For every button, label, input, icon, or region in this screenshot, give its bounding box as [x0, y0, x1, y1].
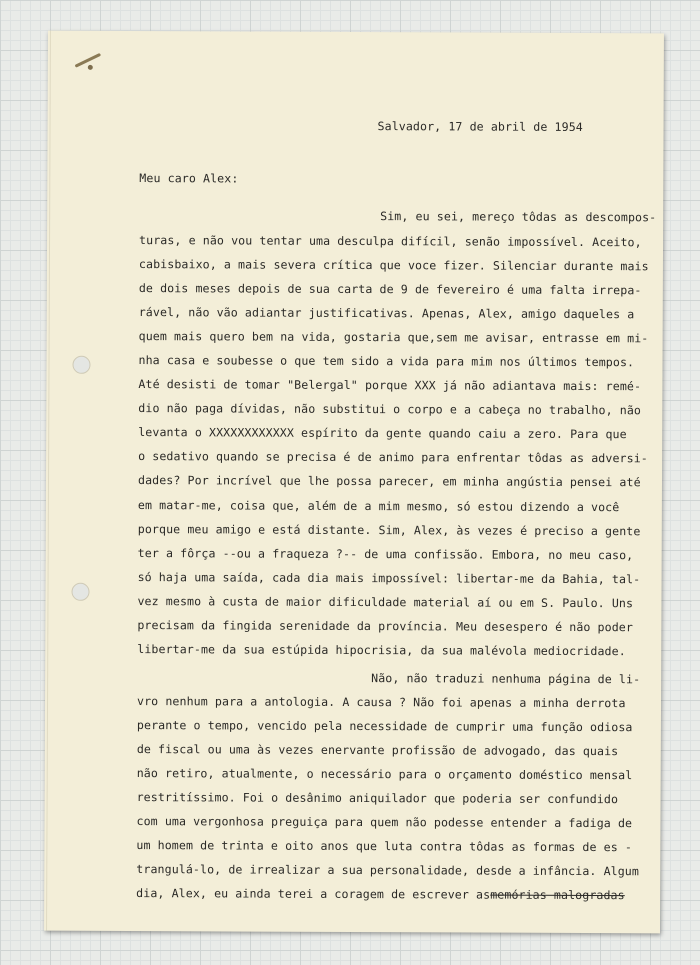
- text-line: o sedativo quando se precisa é de animo para enfrentar tôdas as adversi-: [138, 449, 648, 466]
- text-line: levanta o XXXXXXXXXXXX espírito da gente quando caiu a zero. Para que: [138, 425, 627, 442]
- text-line: não retiro, atualmente, o necessário para o orçamento doméstico mensal: [136, 766, 633, 783]
- text-line: vez mesmo à custa de maior dificuldade material aí ou em S. Paulo. Uns: [137, 594, 634, 611]
- salutation: Meu caro Alex:: [139, 171, 239, 186]
- punch-hole-top: [72, 356, 90, 374]
- text-line: vro nenhum para a antologia. A causa ? Não foi apenas a minha derrota: [137, 694, 626, 711]
- text-line: dia, Alex, eu ainda terei a coragem de escrever as: [136, 886, 491, 902]
- date-line: Salvador, 17 de abril de 1954: [377, 119, 583, 134]
- text-line: com uma vergonhosa preguiça para quem não podesse entender a fadiga de: [136, 814, 633, 831]
- text-line: dades? Por incrível que lhe possa parecer, em minha angústia pensei até: [137, 473, 641, 490]
- paper-crease: [46, 31, 51, 931]
- last-line: [136, 885, 656, 903]
- text-line: dio não paga dívidas, não substitui o corpo e a cabeça no trabalho, não: [138, 401, 642, 418]
- punch-hole-bottom: [71, 583, 89, 601]
- text-line: libertar-me da sua estúpida hipocrisia, da sua malévola mediocridade.: [137, 642, 626, 659]
- ink-dot: [88, 65, 93, 70]
- letter-sheet: [44, 31, 664, 934]
- text-line: de dois meses depois de sua carta de 9 de fevereiro é uma falta irrepa-: [138, 281, 642, 298]
- text-line: precisam da fingida serenidade da província. Meu desespero é não poder: [137, 618, 634, 635]
- text-line: trangulá-lo, de irrealizar a sua personalidade, desde a infância. Algum: [136, 862, 640, 879]
- text-line: em matar-me, coisa que, além de a mim mesmo, só estou dizendo a você: [137, 498, 620, 515]
- text-line: perante o tempo, vencido pela necessidade de cumprir uma função odiosa: [136, 718, 633, 735]
- text-line: nha casa e soubesse o que tem sido a vida para mim nos últimos tempos.: [138, 353, 635, 370]
- text-line: Não, não traduzi nenhuma página de li-: [371, 671, 641, 687]
- struck-out-text: memórias malogradas: [490, 887, 625, 903]
- letter-body: [48, 31, 664, 903]
- text-line: Sim, eu sei, mereço tôdas as descompos-: [380, 209, 657, 225]
- text-line: rável, não vão adiantar justificativas. Apenas, Alex, amigo daqueles a: [138, 305, 635, 322]
- text-line: turas, e não vou tentar uma desculpa difícil, senão impossível. Aceito,: [139, 233, 642, 250]
- text-line: ter a fôrça --ou a fraqueza ?-- de uma confissão. Embora, no meu caso,: [137, 546, 634, 563]
- text-line: só haja uma saída, cada dia mais impossível: libertar-me da Bahia, tal-: [137, 570, 641, 587]
- text-line: um homem de trinta e oito anos que luta contra tôdas as formas de es -: [136, 838, 633, 855]
- text-line: porque meu amigo e está distante. Sim, Alex, às vezes é preciso a gente: [137, 522, 641, 539]
- text-line: cabisbaixo, a mais severa crítica que voce fizer. Silenciar durante mais: [138, 257, 649, 274]
- text-line: de fiscal ou uma às vezes enervante profissão de advogado, das quais: [136, 742, 619, 759]
- text-line: restritíssimo. Foi o desânimo aniquilador que poderia ser confundido: [136, 790, 619, 807]
- text-line: Até desisti de tomar "Belergal" porque XXX já não adiantava mais: remé-: [138, 377, 642, 394]
- text-line: quem mais quero bem na vida, gostaria que,sem me avisar, entrasse em mi-: [138, 329, 649, 346]
